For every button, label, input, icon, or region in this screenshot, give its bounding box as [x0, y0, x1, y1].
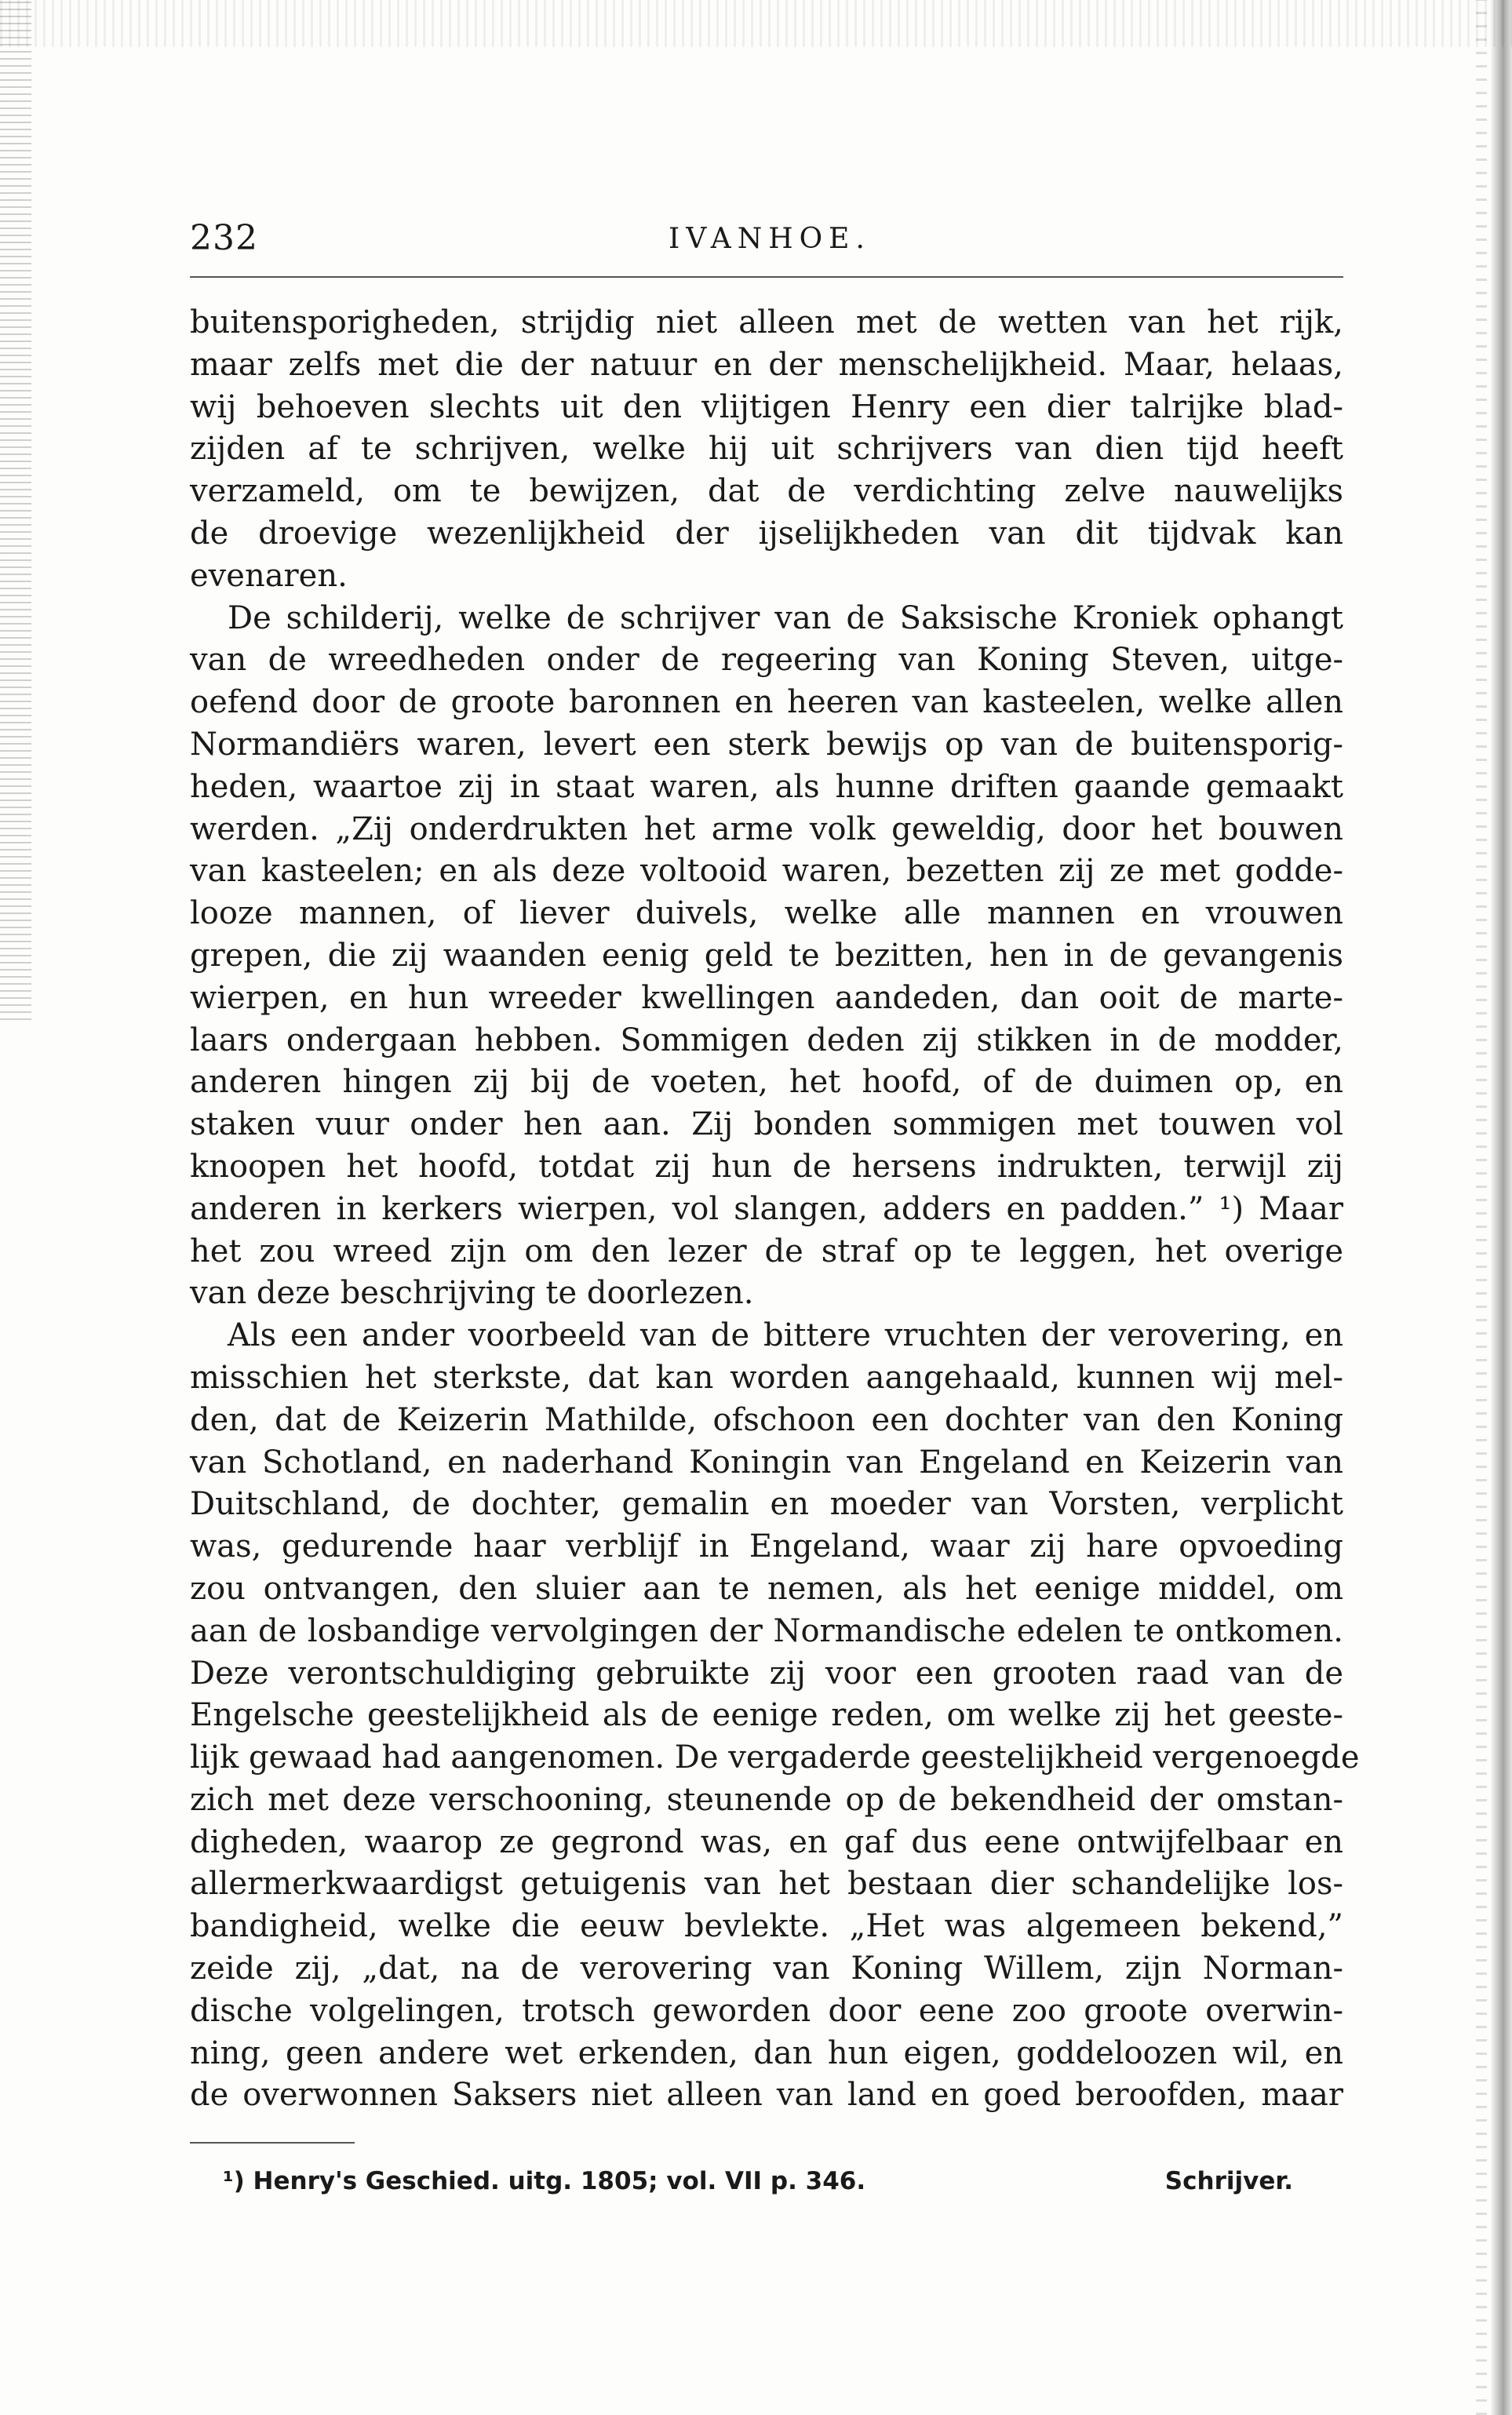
- scan-edge-top: [0, 0, 1512, 47]
- page-number: 232: [190, 218, 258, 258]
- text-line: bandigheid, welke die eeuw bevlekte. „Het was algemeen bekend,”: [190, 1908, 1343, 1945]
- text-line: zich met deze verschooning, steunende op de bekendheid der omstan-: [190, 1781, 1343, 1818]
- text-line: allermerkwaardigst getuigenis van het bestaan dier schandelijke los-: [190, 1866, 1343, 1903]
- text-line: Duitschland, de dochter, gemalin en moeder van Vorsten, verplicht: [190, 1486, 1343, 1523]
- text-line: verzameld, om te bewijzen, dat de verdichting zelve nauwelijks: [190, 473, 1343, 510]
- text-line: anderen in kerkers wierpen, vol slangen, adders en padden.” ¹) Maar: [190, 1190, 1343, 1227]
- text-line: Engelsche geestelijkheid als de eenige reden, om welke zij het geeste-: [190, 1697, 1343, 1734]
- text-line: anderen hingen zij bij de voeten, het hoofd, of de duimen op, en: [190, 1064, 1343, 1101]
- body-text: [190, 302, 1360, 2117]
- text-line: zeide zij, „dat, na de verovering van Koning Willem, zijn Norman-: [190, 1951, 1343, 1987]
- scan-edge-right-dots: [1476, 0, 1487, 2415]
- text-line: van Schotland, en naderhand Koningin van Engeland en Keizerin van: [190, 1444, 1343, 1481]
- text-line: werden. „Zij onderdrukten het arme volk geweldig, door het bouwen: [190, 810, 1343, 847]
- text-line: van kasteelen; en als deze voltooid waren, bezetten zij ze met godde-: [190, 853, 1343, 890]
- text-line: het zou wreed zijn om den lezer de straf op te leggen, het overige: [190, 1233, 1343, 1269]
- text-line: digheden, waarop ze gegrond was, en gaf dus eene ontwijfelbaar en: [190, 1823, 1343, 1860]
- text-line: de overwonnen Saksers niet alleen van land en goed beroofden, maar: [190, 2077, 1343, 2114]
- text-line: grepen, die zij waanden eenig geld te bezitten, hen in de gevangenis: [190, 937, 1343, 974]
- text-line: laars ondergaan hebben. Sommigen deden zij stikken in de modder,: [190, 1022, 1343, 1058]
- text-line: misschien het sterkste, dat kan worden aangehaald, kunnen wij mel-: [190, 1359, 1343, 1396]
- text-line: evenaren.: [190, 557, 348, 594]
- text-line: oefend door de groote baronnen en heeren van kasteelen, welke allen: [190, 684, 1343, 721]
- text-line: dische volgelingen, trotsch geworden door eene zoo groote overwin-: [190, 1992, 1343, 2029]
- text-line: heden, waartoe zij in staat waren, als hunne driften gaande gemaakt: [190, 768, 1343, 805]
- page-header: [190, 218, 1343, 265]
- text-line: van de wreedheden onder de regeering van Koning Steven, uitge-: [190, 642, 1343, 679]
- text-line: was, gedurende haar verblijf in Engeland, waar zij hare opvoeding: [190, 1528, 1343, 1565]
- footnote-reference: ¹) Henry's Geschied. uitg. 1805; vol. VII p. 346.: [223, 2167, 866, 2195]
- text-line: Als een ander voorbeeld van de bittere vruchten der verovering, en: [228, 1317, 1343, 1354]
- text-line: zijden af te schrijven, welke hij uit schrijvers van dien tijd heeft: [190, 431, 1343, 468]
- text-line: aan de losbandige vervolgingen der Normandische edelen te ontkomen.: [190, 1612, 1343, 1649]
- text-line: staken vuur onder hen aan. Zij bonden sommigen met touwen vol: [190, 1106, 1343, 1143]
- scan-edge-right: [1490, 0, 1512, 2415]
- text-line: De schilderij, welke de schrijver van de Saksische Kroniek ophangt: [228, 599, 1343, 636]
- text-line: van deze beschrijving te doorlezen.: [190, 1275, 754, 1312]
- text-line: buitensporigheden, strijdig niet alleen met de wetten van het rijk,: [190, 304, 1343, 341]
- text-line: zou ontvangen, den sluier aan te nemen, als het eenige middel, om: [190, 1570, 1343, 1607]
- footnote-rule: [190, 2142, 355, 2144]
- text-line: maar zelfs met die der natuur en der menschelijkheid. Maar, helaas,: [190, 346, 1343, 383]
- text-line: den, dat de Keizerin Mathilde, ofschoon een dochter van den Koning: [190, 1401, 1343, 1438]
- text-line: Deze verontschuldiging gebruikte zij voor een grooten raad van de: [190, 1655, 1343, 1692]
- text-line: knoopen het hoofd, totdat zij hun de hersens indrukten, terwijl zij: [190, 1148, 1343, 1185]
- text-line: lijk gewaad had aangenomen. De vergaderde geestelijkheid vergenoegde: [190, 1739, 1360, 1776]
- text-line: wierpen, en hun wreeder kwellingen aandeden, dan ooit de marte-: [190, 979, 1343, 1016]
- text-line: looze mannen, of liever duivels, welke alle mannen en vrouwen: [190, 895, 1343, 932]
- text-line: wij behoeven slechts uit den vlijtigen Henry een dier talrijke blad-: [190, 388, 1343, 425]
- footnote: [190, 2167, 1343, 2205]
- scan-edge-left: [0, 0, 31, 1020]
- footnote-signature: Schrijver.: [1164, 2167, 1293, 2195]
- text-line: ning, geen andere wet erkenden, dan hun eigen, goddeloozen wil, en: [190, 2034, 1343, 2071]
- header-rule: [190, 276, 1343, 278]
- text-line: Normandiërs waren, levert een sterk bewijs op van de buitensporig-: [190, 726, 1343, 763]
- running-title: IVANHOE.: [669, 223, 871, 255]
- text-line: de droevige wezenlijkheid der ijselijkheden van dit tijdvak kan: [190, 515, 1343, 552]
